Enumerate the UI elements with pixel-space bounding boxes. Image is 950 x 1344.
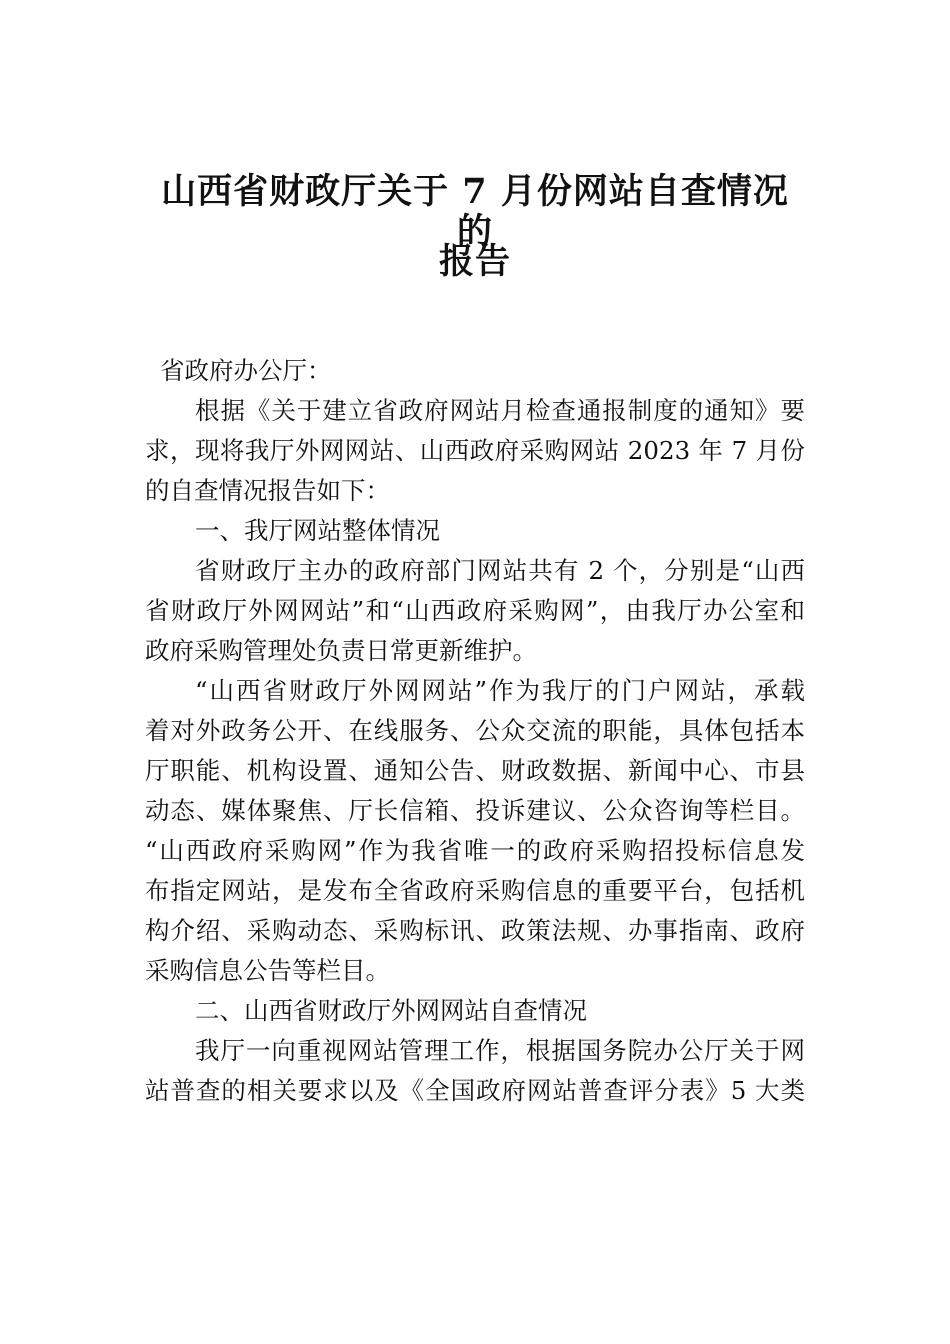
body-line-6: 省财政厅外网网站”和“山西政府采购网”，由我厅办公室和 (145, 596, 805, 625)
body-line-2: 求，现将我厅外网网站、山西政府采购网站 2023 年 7 月份 (145, 436, 805, 465)
body-line-12: “山西政府采购网”作为我省唯一的政府采购招投标信息发 (145, 836, 805, 865)
section-heading-1: 一、我厅网站整体情况 (195, 516, 440, 545)
body-line-7: 政府采购管理处负责日常更新维护。 (145, 636, 537, 665)
body-line-15: 采购信息公告等栏目。 (145, 956, 390, 985)
body-line-18: 站普查的相关要求以及《全国政府网站普查评分表》5 大类 (145, 1076, 805, 1105)
addressee: 省政府办公厅： (160, 356, 332, 385)
body-line-1: 根据《关于建立省政府网站月检查通报制度的通知》要 (195, 396, 805, 425)
body-line-13: 布指定网站，是发布全省政府采购信息的重要平台，包括机 (145, 876, 805, 905)
body-line-5: 省财政厅主办的政府部门网站共有 2 个，分别是“山西 (195, 556, 805, 585)
body-line-11: 动态、媒体聚焦、厅长信箱、投诉建议、公众咨询等栏目。 (145, 796, 805, 825)
document-title-line-1: 山西省财政厅关于 7 月份网站自查情况的 (161, 171, 789, 252)
document-title-line-2: 报告 (438, 241, 511, 282)
body-line-10: 厅职能、机构设置、通知公告、财政数据、新闻中心、市县 (145, 756, 805, 785)
body-line-9: 着对外政务公开、在线服务、公众交流的职能，具体包括本 (145, 716, 805, 745)
body-line-14: 构介绍、采购动态、采购标讯、政策法规、办事指南、政府 (145, 916, 805, 945)
body-line-3: 的自查情况报告如下： (145, 476, 390, 505)
body-line-8: “山西省财政厅外网网站”作为我厅的门户网站，承载 (195, 676, 805, 705)
body-line-17: 我厅一向重视网站管理工作，根据国务院办公厅关于网 (195, 1036, 805, 1065)
section-heading-2: 二、山西省财政厅外网网站自查情况 (195, 996, 587, 1025)
